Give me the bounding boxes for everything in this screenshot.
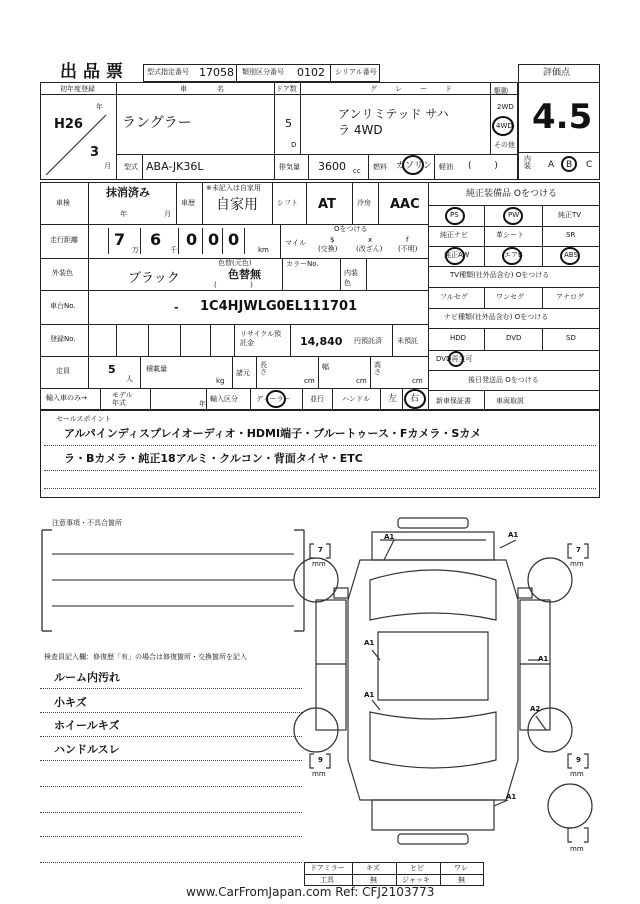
- tv-analog: アナログ: [556, 293, 584, 301]
- reg-label: 登録No.: [50, 335, 76, 343]
- sales-label: セールスポイント: [56, 415, 112, 423]
- wid-label: 幅: [322, 363, 329, 371]
- docs-title: 後日発送品 Oをつける: [468, 376, 539, 384]
- opt-unknown: (不明): [398, 245, 418, 253]
- inspection-month: 月: [164, 210, 171, 218]
- shift-value: AT: [318, 197, 336, 212]
- body-label: 車歴: [181, 199, 195, 207]
- note-4: ハンドルスレ: [54, 743, 120, 756]
- tread-rl: 9: [318, 756, 323, 764]
- year-era: H26: [54, 117, 83, 132]
- name-label: 車名: [180, 85, 254, 93]
- displacement-unit: cc: [353, 167, 361, 175]
- docs-manual: 車両取説: [496, 397, 524, 405]
- month-value: 3: [90, 145, 100, 160]
- opt-swap: (交換): [318, 245, 338, 253]
- eq-navi: 純正ナビ: [440, 231, 468, 239]
- notes-label: 注意事項・不具合箇所: [52, 519, 122, 527]
- inspector-label: 検査員記入欄：修復歴「有」の場合は修復箇所・交換箇所を記入: [44, 653, 247, 661]
- parallel-label: 並行: [310, 395, 324, 403]
- mileage-d3: 0: [186, 230, 198, 249]
- ft-row-label: 工具: [320, 876, 334, 884]
- ft-col1: ドアミラー: [310, 864, 345, 872]
- usage-value: 自家用: [216, 197, 258, 213]
- mark-2: A1: [508, 531, 519, 539]
- color-orig-label: 色替(元色): [218, 259, 252, 267]
- mileage-label: 走行距離: [50, 236, 78, 244]
- eq-leather: 革シート: [496, 231, 524, 239]
- displacement-value: 3600: [318, 160, 346, 173]
- color-value: ブラック: [128, 271, 180, 286]
- model-cert-label: 型式指定番号: [147, 68, 189, 76]
- color-no-label: カラーNo.: [286, 260, 319, 268]
- ft-col4: ワレ: [454, 864, 468, 872]
- usage-note: ※未記入は自家用: [206, 184, 261, 192]
- tv-fullseg: フルセグ: [440, 293, 468, 301]
- eq-airbag: エアB: [504, 251, 523, 259]
- opt-alter-sym: x: [368, 236, 373, 244]
- score-value: 4.5: [532, 97, 593, 137]
- tread-fl: 7: [318, 546, 323, 554]
- model-label: 型式: [124, 163, 138, 171]
- import-class-label: 輸入区分: [210, 395, 238, 403]
- navi-dvd: DVD: [506, 334, 522, 342]
- ac-value: AAC: [390, 197, 420, 212]
- eq-sr: SR: [566, 231, 576, 239]
- ft-none2: 無: [458, 876, 465, 884]
- doors-label: ドア数: [276, 85, 297, 93]
- mark-3: A1: [364, 639, 375, 647]
- first-reg-label: 初年度登録: [60, 85, 95, 93]
- fuel-label: 燃料: [373, 163, 387, 171]
- watermark: www.CarFromJapan.com Ref: CFJ2103773: [186, 885, 435, 899]
- interior-c: C: [586, 160, 593, 170]
- chassis-dash: -: [174, 301, 179, 314]
- mileage-man: 万: [132, 246, 139, 254]
- opt-unknown-sym: f: [406, 236, 409, 244]
- sales-line1: アルパインディスプレイオーディオ・HDMI端子・ブルートゥース・Fカメラ・Sカメ: [64, 427, 482, 440]
- tv-type-title: TV種類(社外品含む) Oをつける: [450, 271, 550, 279]
- grade-label: グレード: [370, 85, 470, 93]
- mileage-km: km: [258, 246, 269, 254]
- docs-warranty: 新車保証書: [436, 397, 471, 405]
- import-label: 輸入車のみ→: [46, 394, 87, 402]
- mileage-sen: 千: [170, 246, 177, 254]
- note-2: 小キズ: [54, 696, 87, 709]
- tv-oneseg: ワンセグ: [496, 293, 524, 301]
- tread-rl-mm: mm: [312, 770, 326, 778]
- eq-tv: 純正TV: [558, 211, 582, 219]
- serial-label: シリアル番号: [335, 68, 377, 76]
- ft-col2: キズ: [366, 864, 380, 872]
- dims-label: 諸元: [236, 369, 250, 377]
- recycle-unpaid: 未預託: [397, 337, 418, 345]
- diesel-paren: ( ): [468, 161, 498, 171]
- model-year-unit: 年: [199, 400, 206, 408]
- handle-left: 左: [388, 394, 398, 404]
- interior-b: B: [566, 160, 573, 170]
- month-unit: 月: [104, 162, 111, 170]
- mileage-d4: 0: [208, 230, 220, 249]
- drive-label: 駆動: [494, 87, 508, 95]
- interior-color-label: 内装色: [344, 269, 358, 287]
- color-label: 外装色: [52, 269, 73, 277]
- handle-label: ハンドル: [342, 395, 370, 403]
- recycle-value: 14,840: [300, 335, 343, 348]
- dvd-play: DVD再生可: [436, 355, 473, 363]
- mark-6: A2: [530, 705, 541, 713]
- class-no: 0102: [297, 66, 325, 79]
- model-year-label: モデル年式: [112, 391, 133, 407]
- mark-4: A1: [364, 691, 375, 699]
- inspection-label: 車検: [56, 199, 70, 207]
- eq-ps: PS: [450, 211, 459, 219]
- import-class-value: ディーラー: [256, 395, 291, 403]
- inspection-value: 抹消済み: [106, 186, 150, 199]
- chassis-value: 1C4HJWLG0EL111701: [200, 299, 358, 314]
- drive-4wd: 4WD: [496, 122, 513, 130]
- ac-label: 冷房: [357, 199, 371, 207]
- grade-line2: ラ 4WD: [338, 123, 383, 137]
- hgt-cm: cm: [412, 377, 423, 385]
- sales-line2: ラ・Bカメラ・純正18アルミ・クルコン・背面タイヤ・ETC: [64, 452, 363, 465]
- navi-sd: SD: [566, 334, 576, 342]
- mile-label: マイル: [285, 239, 306, 247]
- mileage-d2: 6: [150, 230, 162, 249]
- opt-swap-sym: $: [330, 236, 335, 244]
- tread-spare-mm: mm: [570, 845, 584, 853]
- load-unit: kg: [216, 377, 225, 385]
- ft-jack: ジャッキ: [402, 876, 430, 884]
- eq-abs: ABS: [564, 251, 578, 259]
- tread-fl-mm: mm: [312, 560, 326, 568]
- interior-a: A: [548, 160, 555, 170]
- shift-label: シフト: [277, 199, 298, 207]
- tread-rr: 9: [576, 756, 581, 764]
- mileage-d1: 7: [114, 230, 126, 249]
- car-name: ラングラー: [122, 115, 192, 131]
- note-3: ホイールキズ: [54, 719, 120, 732]
- wid-cm: cm: [356, 377, 367, 385]
- grade-line1: アンリミテッド サハ: [338, 107, 449, 121]
- navi-hdd: HDD: [450, 334, 467, 342]
- mark-7: A1: [506, 793, 517, 801]
- load-label: 積載量: [146, 365, 167, 373]
- recycle-paid: 円預託済: [354, 337, 382, 345]
- eq-aw: 純正AW: [444, 251, 470, 259]
- tread-fr: 7: [576, 546, 581, 554]
- color-orig-value: 色替無: [228, 268, 261, 281]
- capacity-value: 5: [108, 363, 116, 376]
- opt-alter: (改ざん): [356, 245, 383, 253]
- drive-2wd: 2WD: [497, 103, 514, 111]
- tread-fr-mm: mm: [570, 560, 584, 568]
- score-label: 評価点: [543, 68, 571, 78]
- len-label: 長さ: [260, 361, 267, 376]
- color-orig-paren: ( ): [214, 281, 253, 289]
- capacity-unit: 人: [126, 375, 133, 383]
- ft-col3: ヒビ: [410, 864, 424, 872]
- interior-label: 内装: [524, 155, 531, 170]
- hgt-label: 高さ: [374, 361, 381, 376]
- eq-pw: PW: [508, 211, 520, 219]
- navi-type-title: ナビ種類(社外品含む) Oをつける: [444, 313, 549, 321]
- model-value: ABA-JK36L: [146, 160, 204, 173]
- capacity-label: 定員: [56, 367, 70, 375]
- mark-5: A1: [538, 655, 549, 663]
- sheet-title: 出品票: [60, 62, 129, 82]
- doors-sub: D: [291, 141, 297, 149]
- circle-note: Oをつける: [334, 225, 368, 233]
- handle-right: 右: [410, 394, 420, 404]
- doors-value: 5: [285, 117, 292, 130]
- class-label: 類別区分番号: [242, 68, 284, 76]
- recycle-label: リサイクル預託金: [240, 330, 282, 347]
- model-cert-no: 17058: [199, 66, 234, 79]
- mileage-d5: 0: [228, 230, 240, 249]
- mark-1: A1: [384, 533, 395, 541]
- drive-other: その他: [494, 141, 515, 149]
- fuel-value: ガソリン: [396, 161, 433, 171]
- ft-none1: 無: [370, 876, 377, 884]
- note-1: ルーム内汚れ: [54, 671, 120, 684]
- tread-rr-mm: mm: [570, 770, 584, 778]
- chassis-label: 車台No.: [50, 302, 76, 310]
- year-unit: 年: [96, 103, 103, 111]
- len-cm: cm: [304, 377, 315, 385]
- diesel-label: 軽油: [439, 163, 453, 171]
- displacement-label: 排気量: [279, 163, 300, 171]
- equipment-title: 純正装備品 Oをつける: [466, 189, 557, 199]
- inspection-year: 年: [120, 210, 127, 218]
